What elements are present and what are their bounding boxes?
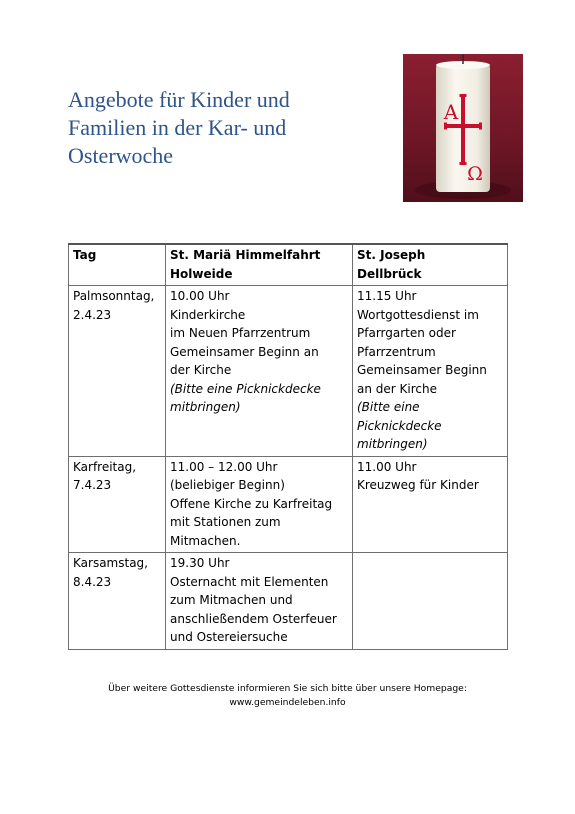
day-cell: Karsamstag, 8.4.23 <box>69 553 166 650</box>
schedule-table <box>68 243 508 650</box>
omega-symbol: Ω <box>467 163 483 185</box>
title-line-1: Angebote für Kinder und <box>68 87 290 112</box>
holweide-cell: 10.00 Uhr Kinderkirche im Neuen Pfarrzentrum Gemeinsamer Beginn an der Kirche (Bitte eine Picknickdecke mitbringen) <box>166 286 353 457</box>
header-tag: Tag <box>69 244 166 286</box>
header-holweide: St. Mariä Himmelfahrt Holweide <box>166 244 353 286</box>
table-row-karfreitag <box>69 456 508 553</box>
dellbrueck-cell: 11.15 Uhr Wortgottesdienst im Pfarrgarten oder Pfarrzentrum Gemeinsamer Beginn an der Kirche (Bitte eine Picknickdecke mitbringen) <box>353 286 508 457</box>
footer-line-1: Über weitere Gottesdienste informieren Sie sich bitte über unsere Homepage: <box>108 683 467 694</box>
day-cell: Palmsonntag, 2.4.23 <box>69 286 166 457</box>
title-line-3: Osterwoche <box>68 143 174 168</box>
table-header-row <box>69 244 508 286</box>
homepage-link[interactable]: www.gemeindeleben.info <box>229 697 346 708</box>
easter-candle-image <box>403 54 523 202</box>
table-row-karsamstag <box>69 553 508 650</box>
page-title <box>68 86 378 170</box>
dellbrueck-cell <box>353 553 508 650</box>
holweide-cell: 11.00 – 12.00 Uhr (beliebiger Beginn) Offene Kirche zu Karfreitag mit Stationen zum Mitmachen. <box>166 456 353 553</box>
day-cell: Karfreitag, 7.4.23 <box>69 456 166 553</box>
header-dellbrueck: St. Joseph Dellbrück <box>353 244 508 286</box>
alpha-symbol: Α <box>443 100 459 124</box>
title-line-2: Familien in der Kar- und <box>68 115 287 140</box>
table-row-palmsonntag <box>69 286 508 457</box>
dellbrueck-cell: 11.00 Uhr Kreuzweg für Kinder <box>353 456 508 553</box>
footer-note <box>0 682 575 710</box>
holweide-cell: 19.30 Uhr Osternacht mit Elementen zum Mitmachen und anschließendem Osterfeuer und Ostereiersuche <box>166 553 353 650</box>
